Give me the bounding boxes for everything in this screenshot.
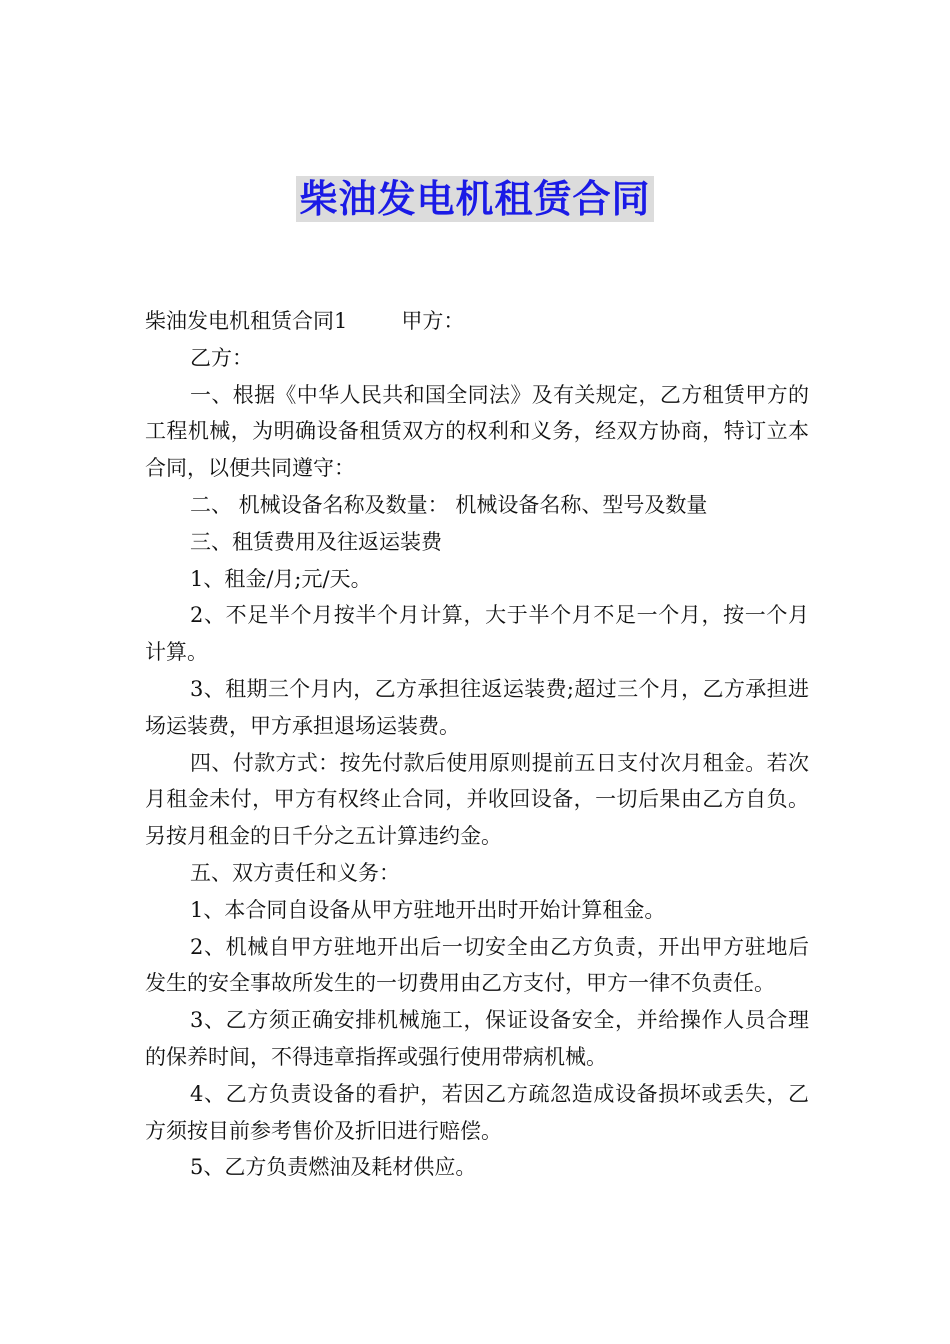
heading-line <box>145 303 809 340</box>
clause-3-item-3: 3、租期三个月内，乙方承担往返运装费;超过三个月，乙方承担进场运装费，甲方承担退场运装费。 <box>145 676 809 738</box>
clause-5-item-2: 2、机械自甲方驻地开出后一切安全由乙方负责，开出甲方驻地后发生的安全事故所发生的一切费用由乙方支付，甲方一律不负责任。 <box>145 934 809 996</box>
title-container <box>0 176 950 222</box>
document-body <box>145 303 809 1186</box>
clause-3-item-2: 2、不足半个月按半个月计算，大于半个月不足一个月，按一个月计算。 <box>145 603 809 665</box>
clause-5-item-1: 1、本合同自设备从甲方驻地开出时开始计算租金。 <box>190 897 666 922</box>
clause-2: 二、 机械设备名称及数量： 机械设备名称、型号及数量 <box>190 492 708 517</box>
clause-1: 一、根据《中华人民共和国全同法》及有关规定，乙方租赁甲方的工程机械，为明确设备租赁双方的权利和义务，经双方协商，特订立本合同，以便共同遵守： <box>145 382 809 481</box>
party-b-label: 乙方： <box>190 345 253 370</box>
contract-name: 柴油发电机租赁合同1 <box>145 309 348 333</box>
clause-5-item-4: 4、乙方负责设备的看护，若因乙方疏忽造成设备损坏或丢失，乙方须按目前参考售价及折旧进行赔偿。 <box>145 1081 809 1143</box>
clause-5: 五、双方责任和义务： <box>190 860 400 885</box>
clause-4: 四、付款方式：按先付款后使用原则提前五日支付次月租金。若次月租金未付，甲方有权终止合同，并收回设备，一切后果由乙方自负。另按月租金的日千分之五计算违约金。 <box>145 750 809 849</box>
party-a-label: 甲方： <box>401 309 465 333</box>
clause-5-item-3: 3、乙方须正确安排机械施工，保证设备安全，并给操作人员合理的保养时间，不得违章指挥或强行使用带病机械。 <box>145 1008 809 1069</box>
clause-3: 三、租赁费用及往返运装费 <box>190 529 442 554</box>
clause-5-item-5: 5、乙方负责燃油及耗材供应。 <box>190 1155 477 1180</box>
document-title: 柴油发电机租赁合同 <box>296 176 653 222</box>
clause-3-item-1: 1、租金/月;元/天。 <box>190 566 372 591</box>
